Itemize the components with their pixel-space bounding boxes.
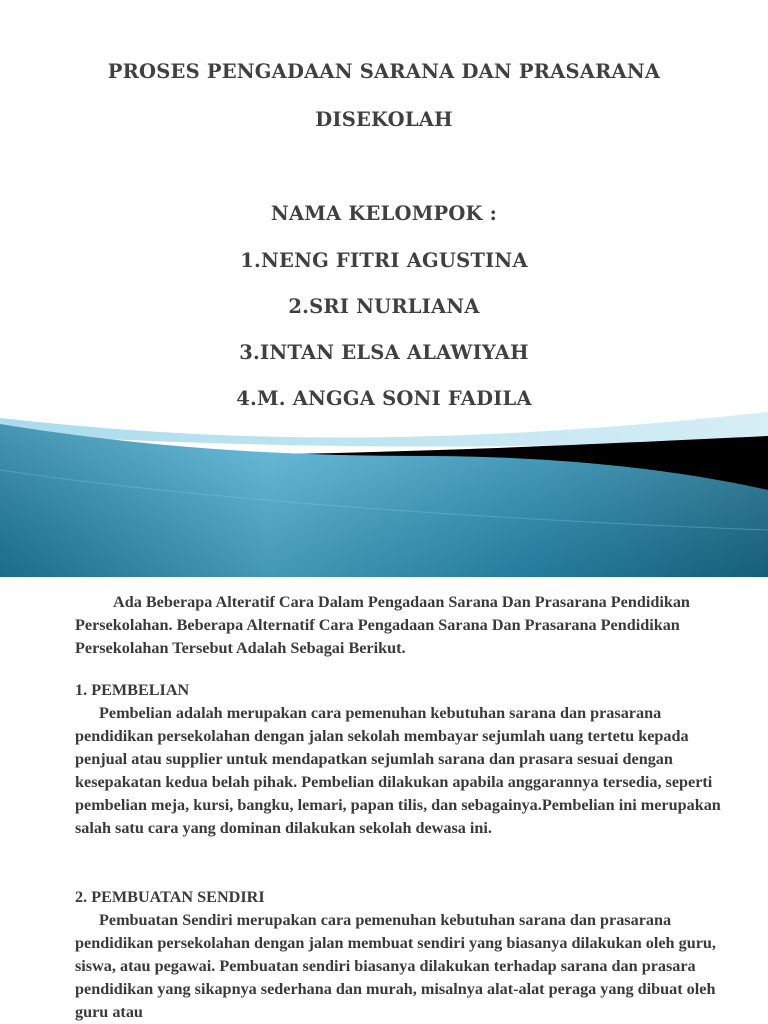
text-page — [0, 577, 768, 1024]
section-2-text: Pembuatan Sendiri merupakan cara pemenuhan kebutuhan sarana dan prasarana pendidikan persekolahan dengan jalan membuat sendiri yang biasanya dilakukan oleh guru, siswa, atau pegawai. Pembuatan sendiri biasanya dilakukan terhadap sarana dan prasara pendidikan yang sikapnya sederhana dan murah, misalnya alat-alat peraga yang dibuat oleh guru atau — [75, 911, 716, 1021]
title-line-1: PROSES PENGADAAN SARANA DAN PRASARANA — [107, 60, 661, 83]
intro-paragraph — [75, 591, 735, 660]
member-1: 1.NENG FITRI AGUSTINA — [240, 249, 528, 272]
member-3: 3.INTAN ELSA ALAWIYAH — [239, 341, 529, 364]
member-2: 2.SRI NURLIANA — [288, 295, 480, 318]
member-4: 4.M. ANGGA SONI FADILA — [236, 387, 532, 410]
section-1-heading: 1. PEMBELIAN — [75, 681, 190, 699]
section-1-body — [75, 702, 735, 840]
section-2-body — [75, 909, 735, 1024]
group-label: NAMA KELOMPOK : — [270, 202, 498, 225]
decorative-wave — [0, 410, 768, 577]
section-1-text: Pembelian adalah merupakan cara pemenuhan kebutuhan sarana dan prasarana pendidikan persekolahan dengan jalan sekolah membayar sejumlah uang tertetu kepada penjual atau supplier untuk mendapatkan sejumlah sarana dan prasara sesuai dengan kesepakatan kedua belah pihak. Pembelian dilakukan apabila anggarannya tersedia, seperti pembelian meja, kursi, bangku, lemari, papan tilis, dan sebagainya.Pembelian ini merupakan salah satu cara yang dominan dilakukan sekolah dewasa ini. — [75, 704, 721, 837]
title-line-2: DISEKOLAH — [315, 108, 453, 131]
section-2-heading: 2. PEMBUATAN SENDIRI — [75, 888, 265, 906]
intro-text: Ada Beberapa Alteratif Cara Dalam Pengadaan Sarana Dan Prasarana Pendidikan Persekolahan. Beberapa Alternatif Cara Pengadaan Sarana Dan Prasarana Pendidikan Persekolahan Tersebut Adalah Sebagai Berikut. — [75, 593, 690, 657]
